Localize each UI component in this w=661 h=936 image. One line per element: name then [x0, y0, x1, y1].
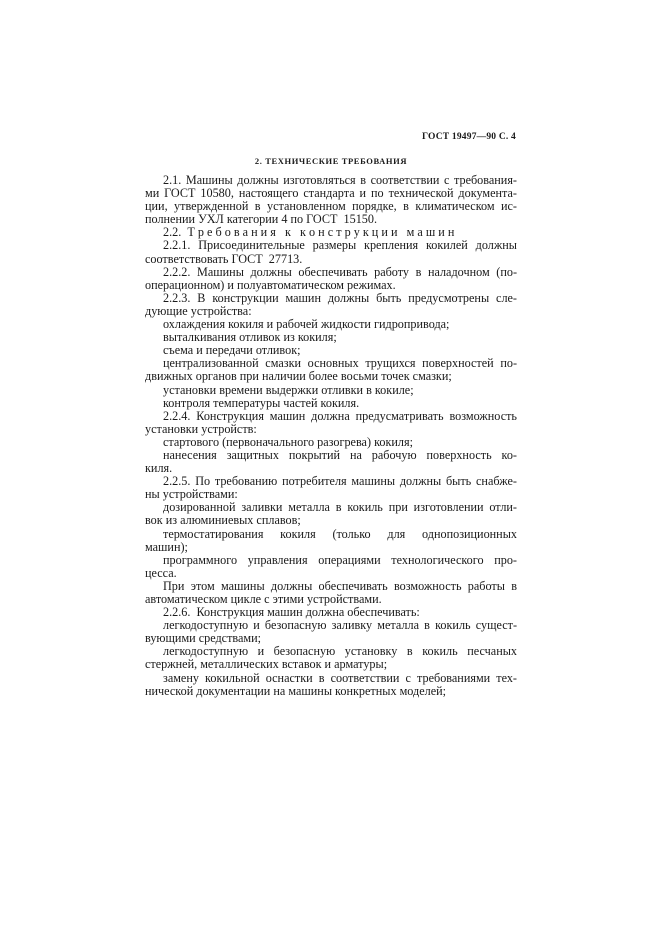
text-line: дозированной заливки металла в кокиль при изготовлении отли-: [163, 500, 517, 515]
text-line: автоматическом цикле с этими устройствами.: [145, 592, 382, 606]
text-line: операционном) и полуавтоматическом режимах.: [145, 277, 396, 292]
text-line: легкодоступную и безопасную заливку металла в кокиль сущест-: [163, 618, 517, 633]
text-line: вующими средствами;: [145, 631, 262, 646]
text-line: 2.2.3. В конструкции машин должны быть предусмотрены сле-: [163, 290, 517, 305]
text-line: 2.2.1. Присоединительные размеры крепления кокилей должны: [163, 238, 517, 253]
text-line: вок из алюминиевых сплавов;: [145, 513, 301, 528]
text-line: замену кокильной оснастки в соответствии с требованиями тех-: [163, 670, 517, 685]
text-line: стержней, металлических вставок и арматуры;: [145, 657, 388, 672]
text-line: легкодоступную и безопасную установку в кокиль песчаных: [163, 644, 517, 659]
text-line: централизованной смазки основных трущихся поверхностей по-: [163, 356, 517, 371]
text-line: 2.2.2. Машины должны обеспечивать работу в наладочном (по-: [163, 264, 517, 279]
section-title: 2. ТЕХНИЧЕСКИЕ ТРЕБОВАНИЯ: [254, 156, 408, 166]
text-line: соответствовать ГОСТ 27713.: [145, 251, 303, 266]
text-line: термостатирования кокиля (только для однопозиционных: [163, 526, 517, 541]
text-line: полнении УХЛ категории 4 по ГОСТ 15150.: [145, 212, 378, 227]
text-line: съема и передачи отливок;: [163, 343, 301, 358]
text-line: стартового (первоначального разогрева) кокиля;: [163, 434, 413, 449]
text-line: киля.: [145, 461, 173, 476]
text-line: нанесения защитных покрытий на рабочую поверхность ко-: [163, 447, 517, 462]
text-line: ны устройствами:: [145, 487, 238, 502]
text-line: 2.1. Машины должны изготовляться в соответствии с требования-: [163, 173, 517, 187]
text-line: 2.2. Т р е б о в а н и я к к о н с т р у к ц и и м а ш и н: [163, 225, 455, 240]
text-line: движных органов при наличии более восьми точек смазки;: [145, 369, 452, 384]
text-line: охлаждения кокиля и рабочей жидкости гидропривода;: [163, 317, 450, 332]
text-line: выталкивания отливок из кокиля;: [163, 330, 337, 345]
text-line: нической документации на машины конкретных моделей;: [145, 683, 447, 698]
text-line: установки устройств:: [145, 421, 257, 436]
text-line: дующие устройства:: [145, 303, 252, 318]
text-line: При этом машины должны обеспечивать возможность работы в: [163, 578, 517, 593]
text-line: программного управления операциями технологического про-: [163, 552, 517, 567]
running-header: ГОСТ 19497—90 С. 4: [422, 132, 516, 142]
text-line: 2.2.4. Конструкция машин должна предусматривать возможность: [163, 408, 517, 423]
text-line: машин);: [145, 539, 188, 554]
body-text: [145, 174, 517, 698]
text-line: ми ГОСТ 10580, настоящего стандарта и по технической документа-: [145, 186, 517, 201]
text-line: ции, утвержденной в установленном порядке, в климатическом ис-: [145, 199, 517, 214]
text-line: контроля температуры частей кокиля.: [163, 395, 360, 410]
text-line: 2.2.6. Конструкция машин должна обеспечивать:: [163, 605, 420, 620]
text-line: установки времени выдержки отливки в кокиле;: [163, 382, 414, 397]
text-line: 2.2.5. По требованию потребителя машины должны быть снабже-: [163, 474, 517, 489]
text-line: цесса.: [145, 565, 177, 580]
